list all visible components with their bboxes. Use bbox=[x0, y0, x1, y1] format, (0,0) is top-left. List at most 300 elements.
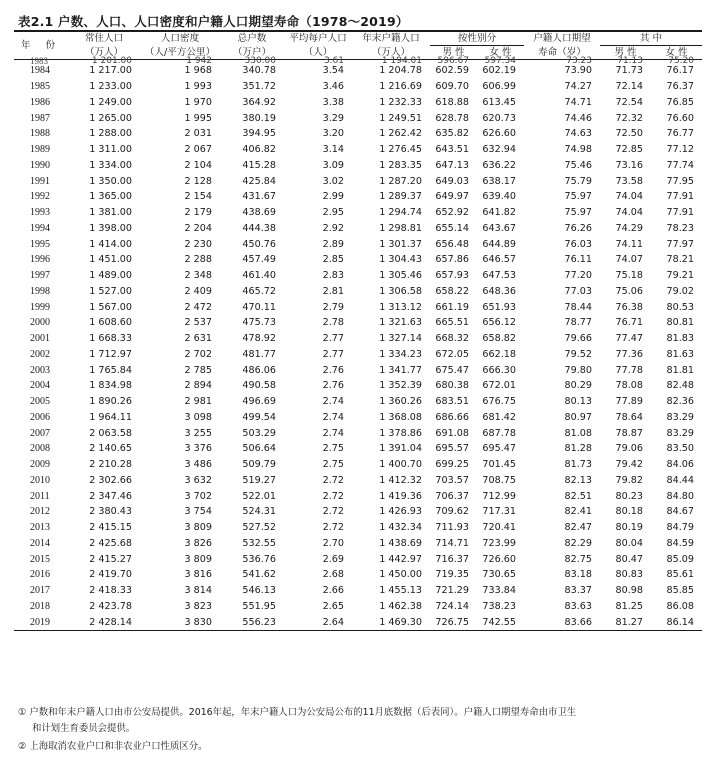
value-cell: 686.66 bbox=[435, 411, 469, 423]
value-cell: 1 455.13 bbox=[379, 585, 422, 597]
value-cell: 74.04 bbox=[615, 191, 643, 203]
value-cell: 85.09 bbox=[666, 553, 694, 565]
value-cell: 450.76 bbox=[242, 238, 276, 250]
value-cell: 658.22 bbox=[435, 285, 469, 297]
header-female: 女 性 bbox=[477, 46, 524, 60]
value-cell: 81.83 bbox=[666, 333, 694, 345]
value-cell: 524.31 bbox=[242, 506, 276, 518]
value-cell: 2 031 bbox=[184, 128, 212, 140]
value-cell: 1 567.00 bbox=[89, 301, 132, 313]
table-row bbox=[14, 551, 702, 567]
value-cell: 2.85 bbox=[322, 254, 344, 266]
table-row bbox=[14, 536, 702, 552]
value-cell: 2 702 bbox=[184, 348, 212, 360]
value-cell: 638.17 bbox=[482, 175, 516, 187]
value-cell: 461.40 bbox=[242, 270, 276, 282]
header-resident-pop-unit: （万人） bbox=[68, 46, 140, 60]
table-row bbox=[14, 504, 702, 520]
value-cell: 83.29 bbox=[666, 411, 694, 423]
value-cell: 668.32 bbox=[435, 333, 469, 345]
value-cell: 662.18 bbox=[482, 348, 516, 360]
value-cell: 2.66 bbox=[322, 585, 344, 597]
year-cell: 2018 bbox=[30, 600, 50, 612]
value-cell: 72.54 bbox=[615, 96, 643, 108]
value-cell: 536.76 bbox=[242, 553, 276, 565]
year-cell: 2004 bbox=[30, 380, 50, 392]
value-cell: 519.27 bbox=[242, 474, 276, 486]
year-cell: 1990 bbox=[30, 159, 50, 171]
value-cell: 643.51 bbox=[435, 144, 469, 156]
value-cell: 3 702 bbox=[184, 490, 212, 502]
table-row bbox=[14, 457, 702, 473]
header-life-expectancy-male: 男 性 bbox=[600, 46, 651, 60]
value-cell: 2 104 bbox=[184, 159, 212, 171]
value-cell: 1 462.38 bbox=[379, 600, 422, 612]
year-cell: 1989 bbox=[30, 144, 50, 156]
value-cell: 74.71 bbox=[564, 96, 592, 108]
value-cell: 79.52 bbox=[564, 348, 592, 360]
value-cell: 1 964.11 bbox=[89, 411, 132, 423]
header-life-expectancy-unit: 寿命（岁） bbox=[524, 46, 600, 60]
value-cell: 652.92 bbox=[435, 207, 469, 219]
value-cell: 602.59 bbox=[435, 65, 469, 77]
value-cell: 680.38 bbox=[435, 380, 469, 392]
year-cell: 2008 bbox=[30, 443, 50, 455]
value-cell: 2.72 bbox=[322, 474, 344, 486]
value-cell: 3 376 bbox=[184, 443, 212, 455]
table-row bbox=[14, 331, 702, 347]
header-resident-pop: 常住人口 bbox=[68, 31, 140, 46]
value-cell: 2.69 bbox=[322, 553, 344, 565]
value-cell: 74.46 bbox=[564, 112, 592, 124]
year-cell: 1999 bbox=[30, 301, 50, 313]
year-cell: 2013 bbox=[30, 522, 50, 534]
value-cell: 2.83 bbox=[322, 270, 344, 282]
value-cell: 438.69 bbox=[242, 207, 276, 219]
value-cell: 380.19 bbox=[242, 112, 276, 124]
value-cell: 703.57 bbox=[435, 474, 469, 486]
value-cell: 2.89 bbox=[322, 238, 344, 250]
value-cell: 658.82 bbox=[482, 333, 516, 345]
value-cell: 340.78 bbox=[242, 65, 276, 77]
value-cell: 2 230 bbox=[184, 238, 212, 250]
value-cell: 2 128 bbox=[184, 175, 212, 187]
table-row bbox=[14, 378, 702, 394]
value-cell: 74.07 bbox=[615, 254, 643, 266]
table-row bbox=[14, 583, 702, 599]
value-cell: 76.38 bbox=[615, 301, 643, 313]
value-cell: 3.54 bbox=[322, 65, 344, 77]
value-cell: 76.11 bbox=[564, 254, 592, 266]
value-cell: 2 419.70 bbox=[89, 569, 132, 581]
table-row bbox=[14, 362, 702, 378]
value-cell: 2.74 bbox=[322, 411, 344, 423]
value-cell: 726.75 bbox=[430, 614, 477, 630]
value-cell: 75.46 bbox=[564, 159, 592, 171]
value-cell: 465.72 bbox=[242, 285, 276, 297]
value-cell: 79.80 bbox=[564, 364, 592, 376]
year-cell: 1986 bbox=[30, 96, 50, 108]
header-avg-per-household: 平均每户人口 bbox=[284, 31, 352, 46]
value-cell: 3.14 bbox=[322, 144, 344, 156]
value-cell: 85.61 bbox=[666, 569, 694, 581]
table-row bbox=[14, 268, 702, 284]
value-cell: 1 712.97 bbox=[89, 348, 132, 360]
value-cell: 82.48 bbox=[666, 380, 694, 392]
value-cell: 83.29 bbox=[666, 427, 694, 439]
value-cell: 2 981 bbox=[184, 396, 212, 408]
value-cell: 672.05 bbox=[435, 348, 469, 360]
value-cell: 85.85 bbox=[666, 585, 694, 597]
table-row bbox=[14, 173, 702, 189]
population-table bbox=[14, 30, 702, 631]
value-cell: 3 255 bbox=[184, 427, 212, 439]
value-cell: 699.25 bbox=[435, 459, 469, 471]
value-cell: 83.66 bbox=[524, 614, 600, 630]
value-cell: 84.59 bbox=[666, 537, 694, 549]
year-cell: 1984 bbox=[30, 65, 50, 77]
value-cell: 80.53 bbox=[666, 301, 694, 313]
table-row bbox=[14, 236, 702, 252]
value-cell: 78.64 bbox=[615, 411, 643, 423]
value-cell: 1 233.00 bbox=[89, 81, 132, 93]
value-cell: 78.77 bbox=[564, 317, 592, 329]
value-cell: 723.99 bbox=[482, 537, 516, 549]
value-cell: 86.14 bbox=[651, 614, 702, 630]
value-cell: 657.93 bbox=[435, 270, 469, 282]
value-cell: 2.74 bbox=[322, 396, 344, 408]
value-cell: 75.97 bbox=[564, 191, 592, 203]
value-cell: 499.54 bbox=[242, 411, 276, 423]
value-cell: 3 632 bbox=[184, 474, 212, 486]
value-cell: 1 527.00 bbox=[89, 285, 132, 297]
value-cell: 3.61 bbox=[323, 56, 344, 66]
value-cell: 683.51 bbox=[435, 396, 469, 408]
value-cell: 676.75 bbox=[482, 396, 516, 408]
year-cell: 1997 bbox=[30, 270, 50, 282]
table-row bbox=[14, 63, 702, 79]
value-cell: 2 348 bbox=[184, 270, 212, 282]
value-cell: 3.09 bbox=[322, 159, 344, 171]
value-cell: 81.63 bbox=[666, 348, 694, 360]
value-cell: 1 311.00 bbox=[89, 144, 132, 156]
value-cell: 2.76 bbox=[322, 380, 344, 392]
value-cell: 77.91 bbox=[666, 207, 694, 219]
value-cell: 546.13 bbox=[242, 585, 276, 597]
value-cell: 79.21 bbox=[666, 270, 694, 282]
value-cell: 2 409 bbox=[184, 285, 212, 297]
value-cell: 80.23 bbox=[615, 490, 643, 502]
value-cell: 79.42 bbox=[615, 459, 643, 471]
value-cell: 76.26 bbox=[564, 222, 592, 234]
year-cell: 2019 bbox=[14, 614, 68, 630]
value-cell: 71.73 bbox=[615, 65, 643, 77]
value-cell: 506.64 bbox=[242, 443, 276, 455]
value-cell: 73.23 bbox=[566, 56, 592, 66]
value-cell: 73.16 bbox=[615, 159, 643, 171]
table-row bbox=[14, 520, 702, 536]
year-cell: 1987 bbox=[30, 112, 50, 124]
table-row bbox=[14, 394, 702, 410]
value-cell: 76.17 bbox=[666, 65, 694, 77]
value-cell: 1 204.78 bbox=[379, 65, 422, 77]
value-cell: 3 826 bbox=[184, 537, 212, 549]
value-cell: 649.03 bbox=[435, 175, 469, 187]
year-cell: 1991 bbox=[30, 175, 50, 187]
table-row bbox=[14, 142, 702, 158]
header-households-unit: （万户） bbox=[220, 46, 284, 60]
value-cell: 81.25 bbox=[615, 600, 643, 612]
value-cell: 1 489.00 bbox=[89, 270, 132, 282]
value-cell: 522.01 bbox=[242, 490, 276, 502]
value-cell: 80.13 bbox=[564, 396, 592, 408]
value-cell: 79.06 bbox=[615, 443, 643, 455]
value-cell: 80.98 bbox=[615, 585, 643, 597]
value-cell: 602.19 bbox=[482, 65, 516, 77]
value-cell: 80.19 bbox=[615, 522, 643, 534]
value-cell: 649.97 bbox=[435, 191, 469, 203]
value-cell: 83.18 bbox=[564, 569, 592, 581]
value-cell: 2.75 bbox=[322, 459, 344, 471]
value-cell: 695.47 bbox=[482, 443, 516, 455]
value-cell: 1 469.30 bbox=[352, 614, 430, 630]
value-cell: 647.13 bbox=[435, 159, 469, 171]
table-row bbox=[14, 614, 702, 630]
value-cell: 78.21 bbox=[666, 254, 694, 266]
value-cell: 77.36 bbox=[615, 348, 643, 360]
value-cell: 1 304.43 bbox=[379, 254, 422, 266]
header-life-expectancy: 户籍人口期望 bbox=[524, 31, 600, 46]
value-cell: 74.11 bbox=[615, 238, 643, 250]
value-cell: 1 368.08 bbox=[379, 411, 422, 423]
header-of-which: 其 中 bbox=[600, 31, 702, 46]
value-cell: 82.47 bbox=[564, 522, 592, 534]
footnote-1-continued: 和计划生育委员会提供。 bbox=[32, 723, 136, 734]
value-cell: 78.08 bbox=[615, 380, 643, 392]
value-cell: 628.78 bbox=[435, 112, 469, 124]
value-cell: 1 360.26 bbox=[379, 396, 422, 408]
footnote-2: ② 上海取消农业户口和非农业户口性质区分。 bbox=[18, 741, 208, 752]
table-row bbox=[14, 284, 702, 300]
value-cell: 1 287.20 bbox=[379, 175, 422, 187]
value-cell: 2 204 bbox=[184, 222, 212, 234]
header-registered-pop-unit: （万人） bbox=[352, 46, 430, 60]
value-cell: 71.13 bbox=[617, 56, 643, 66]
year-cell: 1996 bbox=[30, 254, 50, 266]
value-cell: 720.41 bbox=[482, 522, 516, 534]
value-cell: 2 894 bbox=[184, 380, 212, 392]
value-cell: 1 334.23 bbox=[379, 348, 422, 360]
value-cell: 80.97 bbox=[564, 411, 592, 423]
value-cell: 3 816 bbox=[184, 569, 212, 581]
year-cell: 1995 bbox=[30, 238, 50, 250]
value-cell: 394.95 bbox=[242, 128, 276, 140]
value-cell: 644.89 bbox=[482, 238, 516, 250]
value-cell: 1 426.93 bbox=[379, 506, 422, 518]
table-row bbox=[14, 347, 702, 363]
value-cell: 406.82 bbox=[242, 144, 276, 156]
header-households: 总户数 bbox=[220, 31, 284, 46]
value-cell: 1 249.00 bbox=[89, 96, 132, 108]
value-cell: 2.65 bbox=[322, 600, 344, 612]
value-cell: 84.67 bbox=[666, 506, 694, 518]
value-cell: 551.95 bbox=[242, 600, 276, 612]
value-cell: 2.81 bbox=[322, 285, 344, 297]
year-cell: 1994 bbox=[30, 222, 50, 234]
value-cell: 77.12 bbox=[666, 144, 694, 156]
value-cell: 415.28 bbox=[242, 159, 276, 171]
year-cell: 2007 bbox=[30, 427, 50, 439]
value-cell: 1 301.37 bbox=[379, 238, 422, 250]
value-cell: 2.72 bbox=[322, 506, 344, 518]
header-male: 男 性 bbox=[430, 46, 477, 60]
value-cell: 3 830 bbox=[140, 614, 220, 630]
value-cell: 75.20 bbox=[668, 56, 694, 66]
value-cell: 609.70 bbox=[435, 81, 469, 93]
value-cell: 714.71 bbox=[435, 537, 469, 549]
value-cell: 2.76 bbox=[322, 364, 344, 376]
value-cell: 2.68 bbox=[322, 569, 344, 581]
value-cell: 1 365.00 bbox=[89, 191, 132, 203]
value-cell: 1 451.00 bbox=[89, 254, 132, 266]
value-cell: 712.99 bbox=[482, 490, 516, 502]
value-cell: 719.35 bbox=[435, 569, 469, 581]
value-cell: 75.18 bbox=[615, 270, 643, 282]
value-cell: 77.89 bbox=[615, 396, 643, 408]
value-cell: 79.82 bbox=[615, 474, 643, 486]
value-cell: 656.12 bbox=[482, 317, 516, 329]
value-cell: 1 327.14 bbox=[379, 333, 422, 345]
year-cell: 2003 bbox=[30, 364, 50, 376]
value-cell: 2 063.58 bbox=[89, 427, 132, 439]
value-cell: 3 754 bbox=[184, 506, 212, 518]
value-cell: 1 450.00 bbox=[379, 569, 422, 581]
value-cell: 632.94 bbox=[482, 144, 516, 156]
value-cell: 2.64 bbox=[284, 614, 352, 630]
year-cell: 2011 bbox=[30, 490, 50, 502]
value-cell: 1 276.45 bbox=[379, 144, 422, 156]
value-cell: 3.38 bbox=[322, 96, 344, 108]
value-cell: 74.27 bbox=[564, 81, 592, 93]
year-cell: 2014 bbox=[30, 537, 50, 549]
header-avg-per-household-unit: （人） bbox=[284, 46, 352, 60]
table-row bbox=[14, 205, 702, 221]
value-cell: 636.22 bbox=[482, 159, 516, 171]
value-cell: 425.84 bbox=[242, 175, 276, 187]
year-cell: 2000 bbox=[30, 317, 50, 329]
value-cell: 84.06 bbox=[666, 459, 694, 471]
value-cell: 72.32 bbox=[615, 112, 643, 124]
table-row bbox=[14, 189, 702, 205]
value-cell: 1 305.46 bbox=[379, 270, 422, 282]
header-year: 年 份 bbox=[14, 31, 68, 60]
value-cell: 2.79 bbox=[322, 301, 344, 313]
header-life-expectancy-female: 女 性 bbox=[651, 46, 702, 60]
value-cell: 1 970 bbox=[184, 96, 212, 108]
value-cell: 648.36 bbox=[482, 285, 516, 297]
value-cell: 1 194.01 bbox=[381, 56, 422, 66]
value-cell: 1 298.81 bbox=[379, 222, 422, 234]
value-cell: 76.71 bbox=[615, 317, 643, 329]
value-cell: 330.00 bbox=[244, 56, 276, 66]
value-cell: 2 537 bbox=[184, 317, 212, 329]
value-cell: 2.77 bbox=[322, 333, 344, 345]
value-cell: 73.58 bbox=[615, 175, 643, 187]
value-cell: 76.60 bbox=[666, 112, 694, 124]
value-cell: 656.48 bbox=[435, 238, 469, 250]
value-cell: 78.23 bbox=[666, 222, 694, 234]
value-cell: 77.91 bbox=[666, 191, 694, 203]
header-density-unit: （人/平方公里） bbox=[140, 46, 220, 60]
value-cell: 72.50 bbox=[615, 128, 643, 140]
value-cell: 618.88 bbox=[435, 96, 469, 108]
value-cell: 665.51 bbox=[435, 317, 469, 329]
table-row bbox=[14, 425, 702, 441]
value-cell: 76.03 bbox=[564, 238, 592, 250]
value-cell: 657.86 bbox=[435, 254, 469, 266]
value-cell: 613.45 bbox=[482, 96, 516, 108]
header-registered-pop: 年末户籍人口 bbox=[352, 31, 430, 46]
value-cell: 1 350.00 bbox=[89, 175, 132, 187]
value-cell: 78.87 bbox=[615, 427, 643, 439]
value-cell: 1 288.00 bbox=[89, 128, 132, 140]
table-row bbox=[14, 567, 702, 583]
value-cell: 2 067 bbox=[184, 144, 212, 156]
value-cell: 1 391.04 bbox=[379, 443, 422, 455]
value-cell: 77.20 bbox=[564, 270, 592, 282]
header-by-sex: 按性别分 bbox=[430, 31, 524, 46]
year-cell: 2016 bbox=[30, 569, 50, 581]
value-cell: 83.50 bbox=[666, 443, 694, 455]
value-cell: 470.11 bbox=[242, 301, 276, 313]
value-cell: 84.79 bbox=[666, 522, 694, 534]
value-cell: 733.84 bbox=[482, 585, 516, 597]
value-cell: 3.20 bbox=[322, 128, 344, 140]
value-cell: 76.77 bbox=[666, 128, 694, 140]
value-cell: 76.85 bbox=[666, 96, 694, 108]
value-cell: 431.67 bbox=[242, 191, 276, 203]
table-row bbox=[14, 79, 702, 95]
value-cell: 1 378.86 bbox=[379, 427, 422, 439]
value-cell: 1 400.70 bbox=[379, 459, 422, 471]
table-title: 表2.1 户数、人口、人口密度和户籍人口期望寿命（1978～2019） bbox=[18, 14, 409, 29]
table-row bbox=[14, 252, 702, 268]
value-cell: 721.29 bbox=[435, 585, 469, 597]
value-cell: 3 809 bbox=[184, 522, 212, 534]
value-cell: 77.97 bbox=[666, 238, 694, 250]
value-cell: 1 341.77 bbox=[379, 364, 422, 376]
value-cell: 661.19 bbox=[435, 301, 469, 313]
header-density: 人口密度 bbox=[140, 31, 220, 46]
value-cell: 532.55 bbox=[242, 537, 276, 549]
value-cell: 1 993 bbox=[184, 81, 212, 93]
value-cell: 675.47 bbox=[435, 364, 469, 376]
value-cell: 1 442.97 bbox=[379, 553, 422, 565]
value-cell: 83.63 bbox=[564, 600, 592, 612]
table-row bbox=[14, 126, 702, 142]
year-cell: 1992 bbox=[30, 191, 50, 203]
table-row bbox=[14, 473, 702, 489]
value-cell: 76.37 bbox=[666, 81, 694, 93]
value-cell: 2 140.65 bbox=[89, 443, 132, 455]
value-cell: 2 631 bbox=[184, 333, 212, 345]
value-cell: 687.78 bbox=[482, 427, 516, 439]
value-cell: 606.99 bbox=[482, 81, 516, 93]
value-cell: 726.60 bbox=[482, 553, 516, 565]
value-cell: 84.80 bbox=[666, 490, 694, 502]
value-cell: 1 352.39 bbox=[379, 380, 422, 392]
value-cell: 2 415.27 bbox=[89, 553, 132, 565]
